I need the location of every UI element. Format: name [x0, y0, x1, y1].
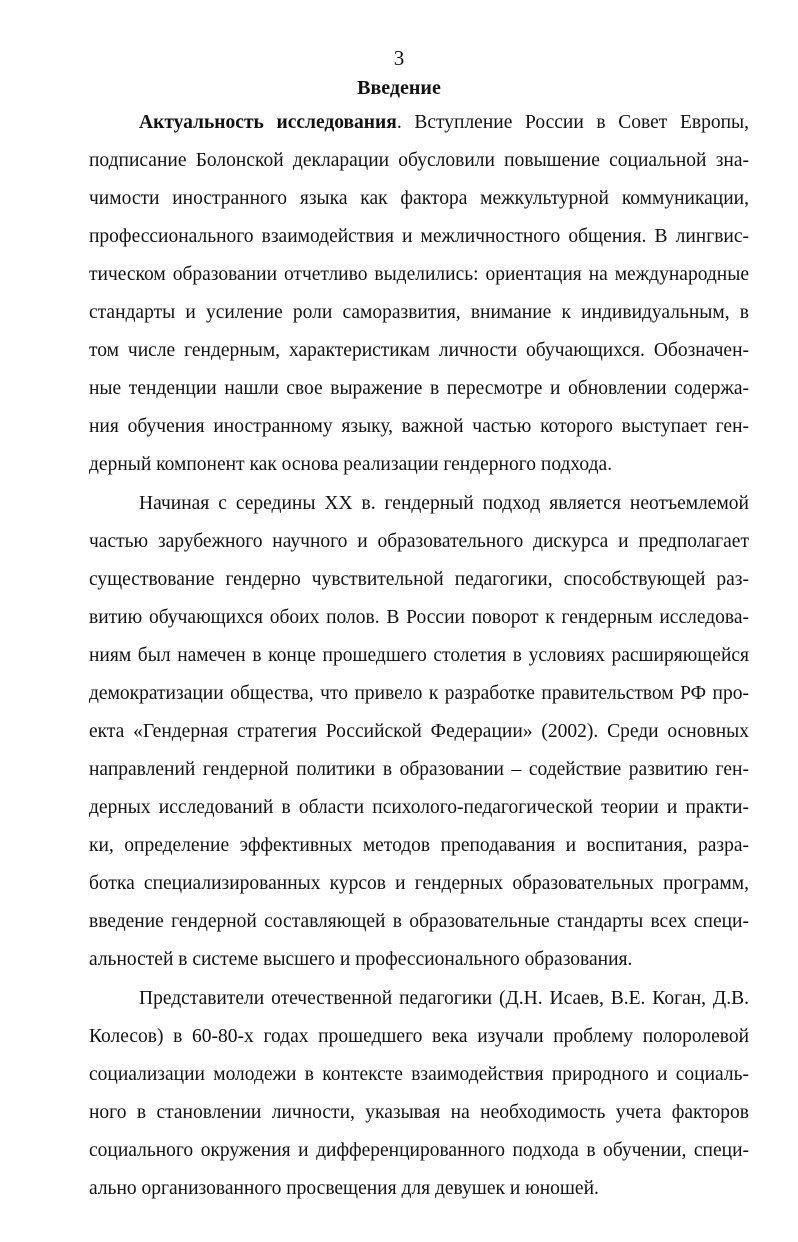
page-number: 3: [393, 46, 405, 70]
text-line: социального окружения и дифференцированного подхода в обучении, специ-: [89, 1140, 749, 1161]
text-line: ного в становлении личности, указывая на необходимость учета факторов: [89, 1102, 749, 1123]
text-line-rest: . Вступление России в Совет Европы,: [396, 112, 749, 133]
text-line: ния обучения иностранному языку, важной частью которого выступает ген-: [89, 416, 749, 437]
text-line: введение гендерной составляющей в образовательные стандарты всех специ-: [89, 911, 749, 932]
text-line: социализации молодежи в контексте взаимодействия природного и социаль-: [89, 1064, 749, 1085]
text-line: существование гендерно чувствительной педагогики, способствующей раз-: [89, 569, 749, 590]
text-line: профессионального взаимодействия и межличностного общения. В лингвис-: [89, 226, 749, 247]
text-line: том числе гендерным, характеристикам личности обучающихся. Обозначен-: [89, 340, 749, 361]
text-line: ные тенденции нашли свое выражение в пересмотре и обновлении содержа-: [89, 378, 749, 399]
text-line: дерный компонент как основа реализации гендерного подхода.: [89, 454, 613, 475]
text-line: Начиная с середины XX в. гендерный подход является неотъемлемой: [139, 493, 749, 514]
text-line: тическом образовании отчетливо выделились: ориентация на международные: [89, 264, 749, 285]
text-line: Представители отечественной педагогики (Д.Н. Исаев, В.Е. Коган, Д.В.: [139, 988, 749, 1009]
text-line: [139, 110, 749, 136]
lead-term: Актуальность исследования: [139, 112, 397, 133]
text-line: подписание Болонской декларации обусловили повышение социальной зна-: [89, 150, 749, 171]
text-line: частью зарубежного научного и образовательного дискурса и предполагает: [89, 531, 749, 552]
text-line: ботка специализированных курсов и гендерных образовательных программ,: [89, 873, 749, 894]
text-line: демократизации общества, что привело к разработке правительством РФ про-: [89, 683, 749, 704]
text-line: ально организованного просвещения для девушек и юношей.: [89, 1178, 599, 1199]
text-line: дерных исследований в области психолого-педагогической теории и практи-: [89, 797, 749, 818]
text-line: витию обучающихся обоих полов. В России поворот к гендерным исследова-: [89, 607, 749, 628]
text-line: альностей в системе высшего и профессионального образования.: [89, 949, 633, 970]
text-line: стандарты и усиление роли саморазвития, внимание к индивидуальным, в: [89, 302, 749, 323]
page-title: Введение: [357, 77, 441, 99]
text-line: ниям был намечен в конце прошедшего столетия в условиях расширяющейся: [89, 645, 749, 666]
text-line: Колесов) в 60-80-х годах прошедшего века изучали проблему полоролевой: [89, 1026, 749, 1047]
text-line: чимости иностранного языка как фактора межкультурной коммуникации,: [89, 188, 749, 209]
text-line: направлений гендерной политики в образовании – содействие развитию ген-: [89, 759, 749, 780]
text-line: екта «Гендерная стратегия Российской Федерации» (2002). Среди основных: [89, 721, 749, 742]
text-line: ки, определение эффективных методов преподавания и воспитания, разра-: [89, 835, 749, 856]
